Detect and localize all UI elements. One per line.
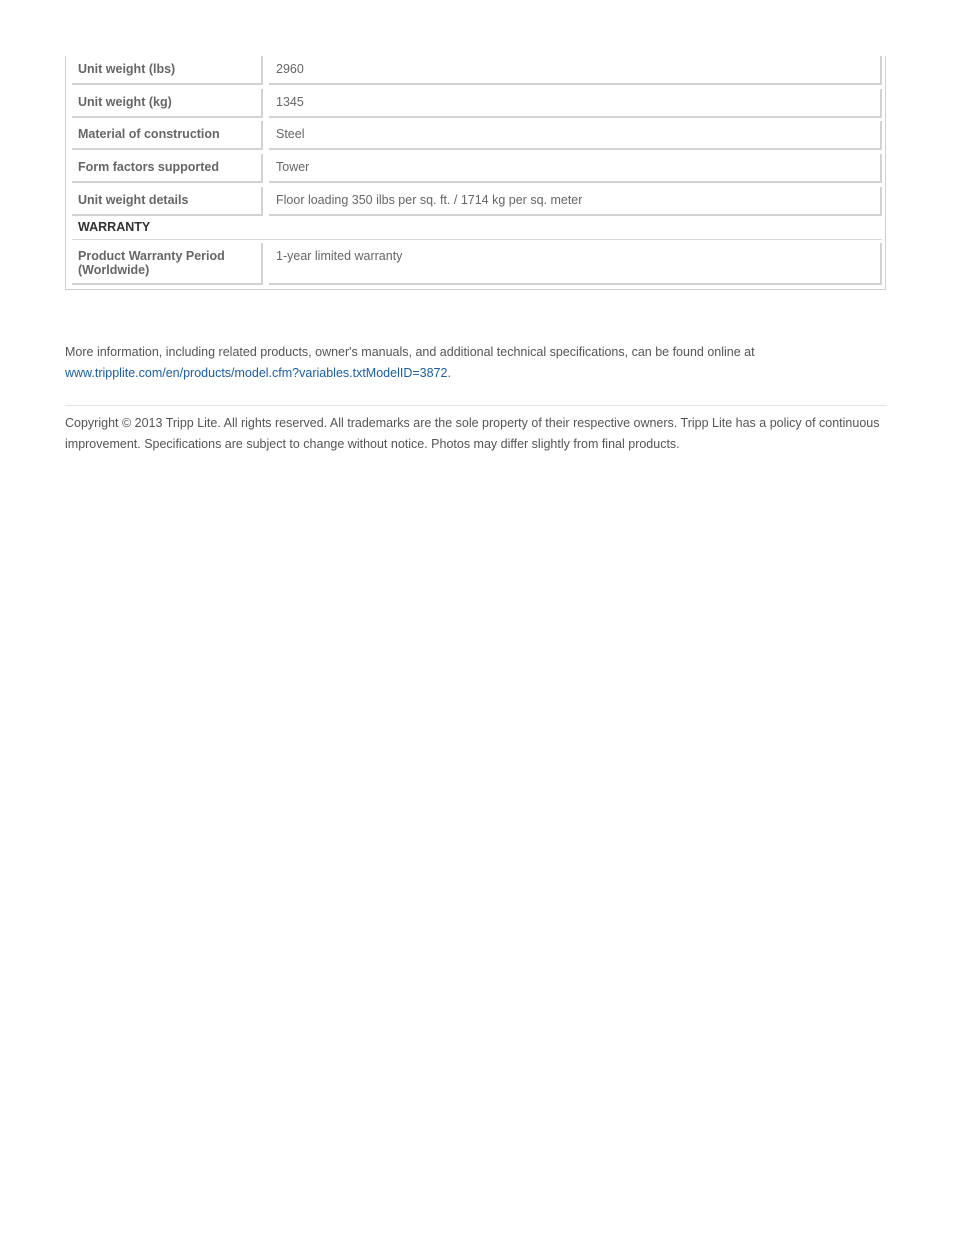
spec-value: Floor loading 350 ilbs per sq. ft. / 1714 kg per sq. meter [269, 187, 882, 216]
more-information-body: More information, including related products, owner's manuals, and additional technical specifications, can be found online at [65, 345, 755, 359]
spec-label-line: (Worldwide) [78, 263, 150, 277]
spec-label: Unit weight (lbs) [72, 56, 263, 85]
spec-row-unit-weight-lbs [72, 56, 882, 85]
more-information-text [65, 342, 887, 384]
spec-row-unit-weight-kg [72, 89, 882, 118]
product-page-link[interactable]: www.tripplite.com/en/products/model.cfm?variables.txtModelID=3872 [65, 366, 448, 380]
spec-label-line: Product Warranty Period [78, 249, 225, 263]
spec-label: Form factors supported [72, 154, 263, 183]
spec-row-weight-details [72, 187, 882, 216]
spec-label: Unit weight details [72, 187, 263, 216]
copyright-notice: Copyright © 2013 Tripp Lite. All rights reserved. All trademarks are the sole property of their respective owners. Tripp Lite has a policy of continuous improvement. Specifications are subject to change without notice. Photos may differ slightly from final products. [65, 416, 880, 451]
spec-label [72, 243, 263, 285]
spec-label: Unit weight (kg) [72, 89, 263, 118]
spec-label: Material of construction [72, 121, 263, 150]
spec-value: 1-year limited warranty [269, 243, 882, 285]
spec-row-material [72, 121, 882, 150]
divider [65, 405, 887, 406]
spec-value: Tower [269, 154, 882, 183]
section-heading-warranty: WARRANTY [72, 216, 882, 240]
spec-value: 1345 [269, 89, 882, 118]
link-period: . [447, 366, 451, 380]
spec-table [65, 56, 886, 290]
spec-row-form-factors [72, 154, 882, 183]
spec-row-warranty-period [72, 243, 882, 285]
spec-value: Steel [269, 121, 882, 150]
spec-value: 2960 [269, 56, 882, 85]
